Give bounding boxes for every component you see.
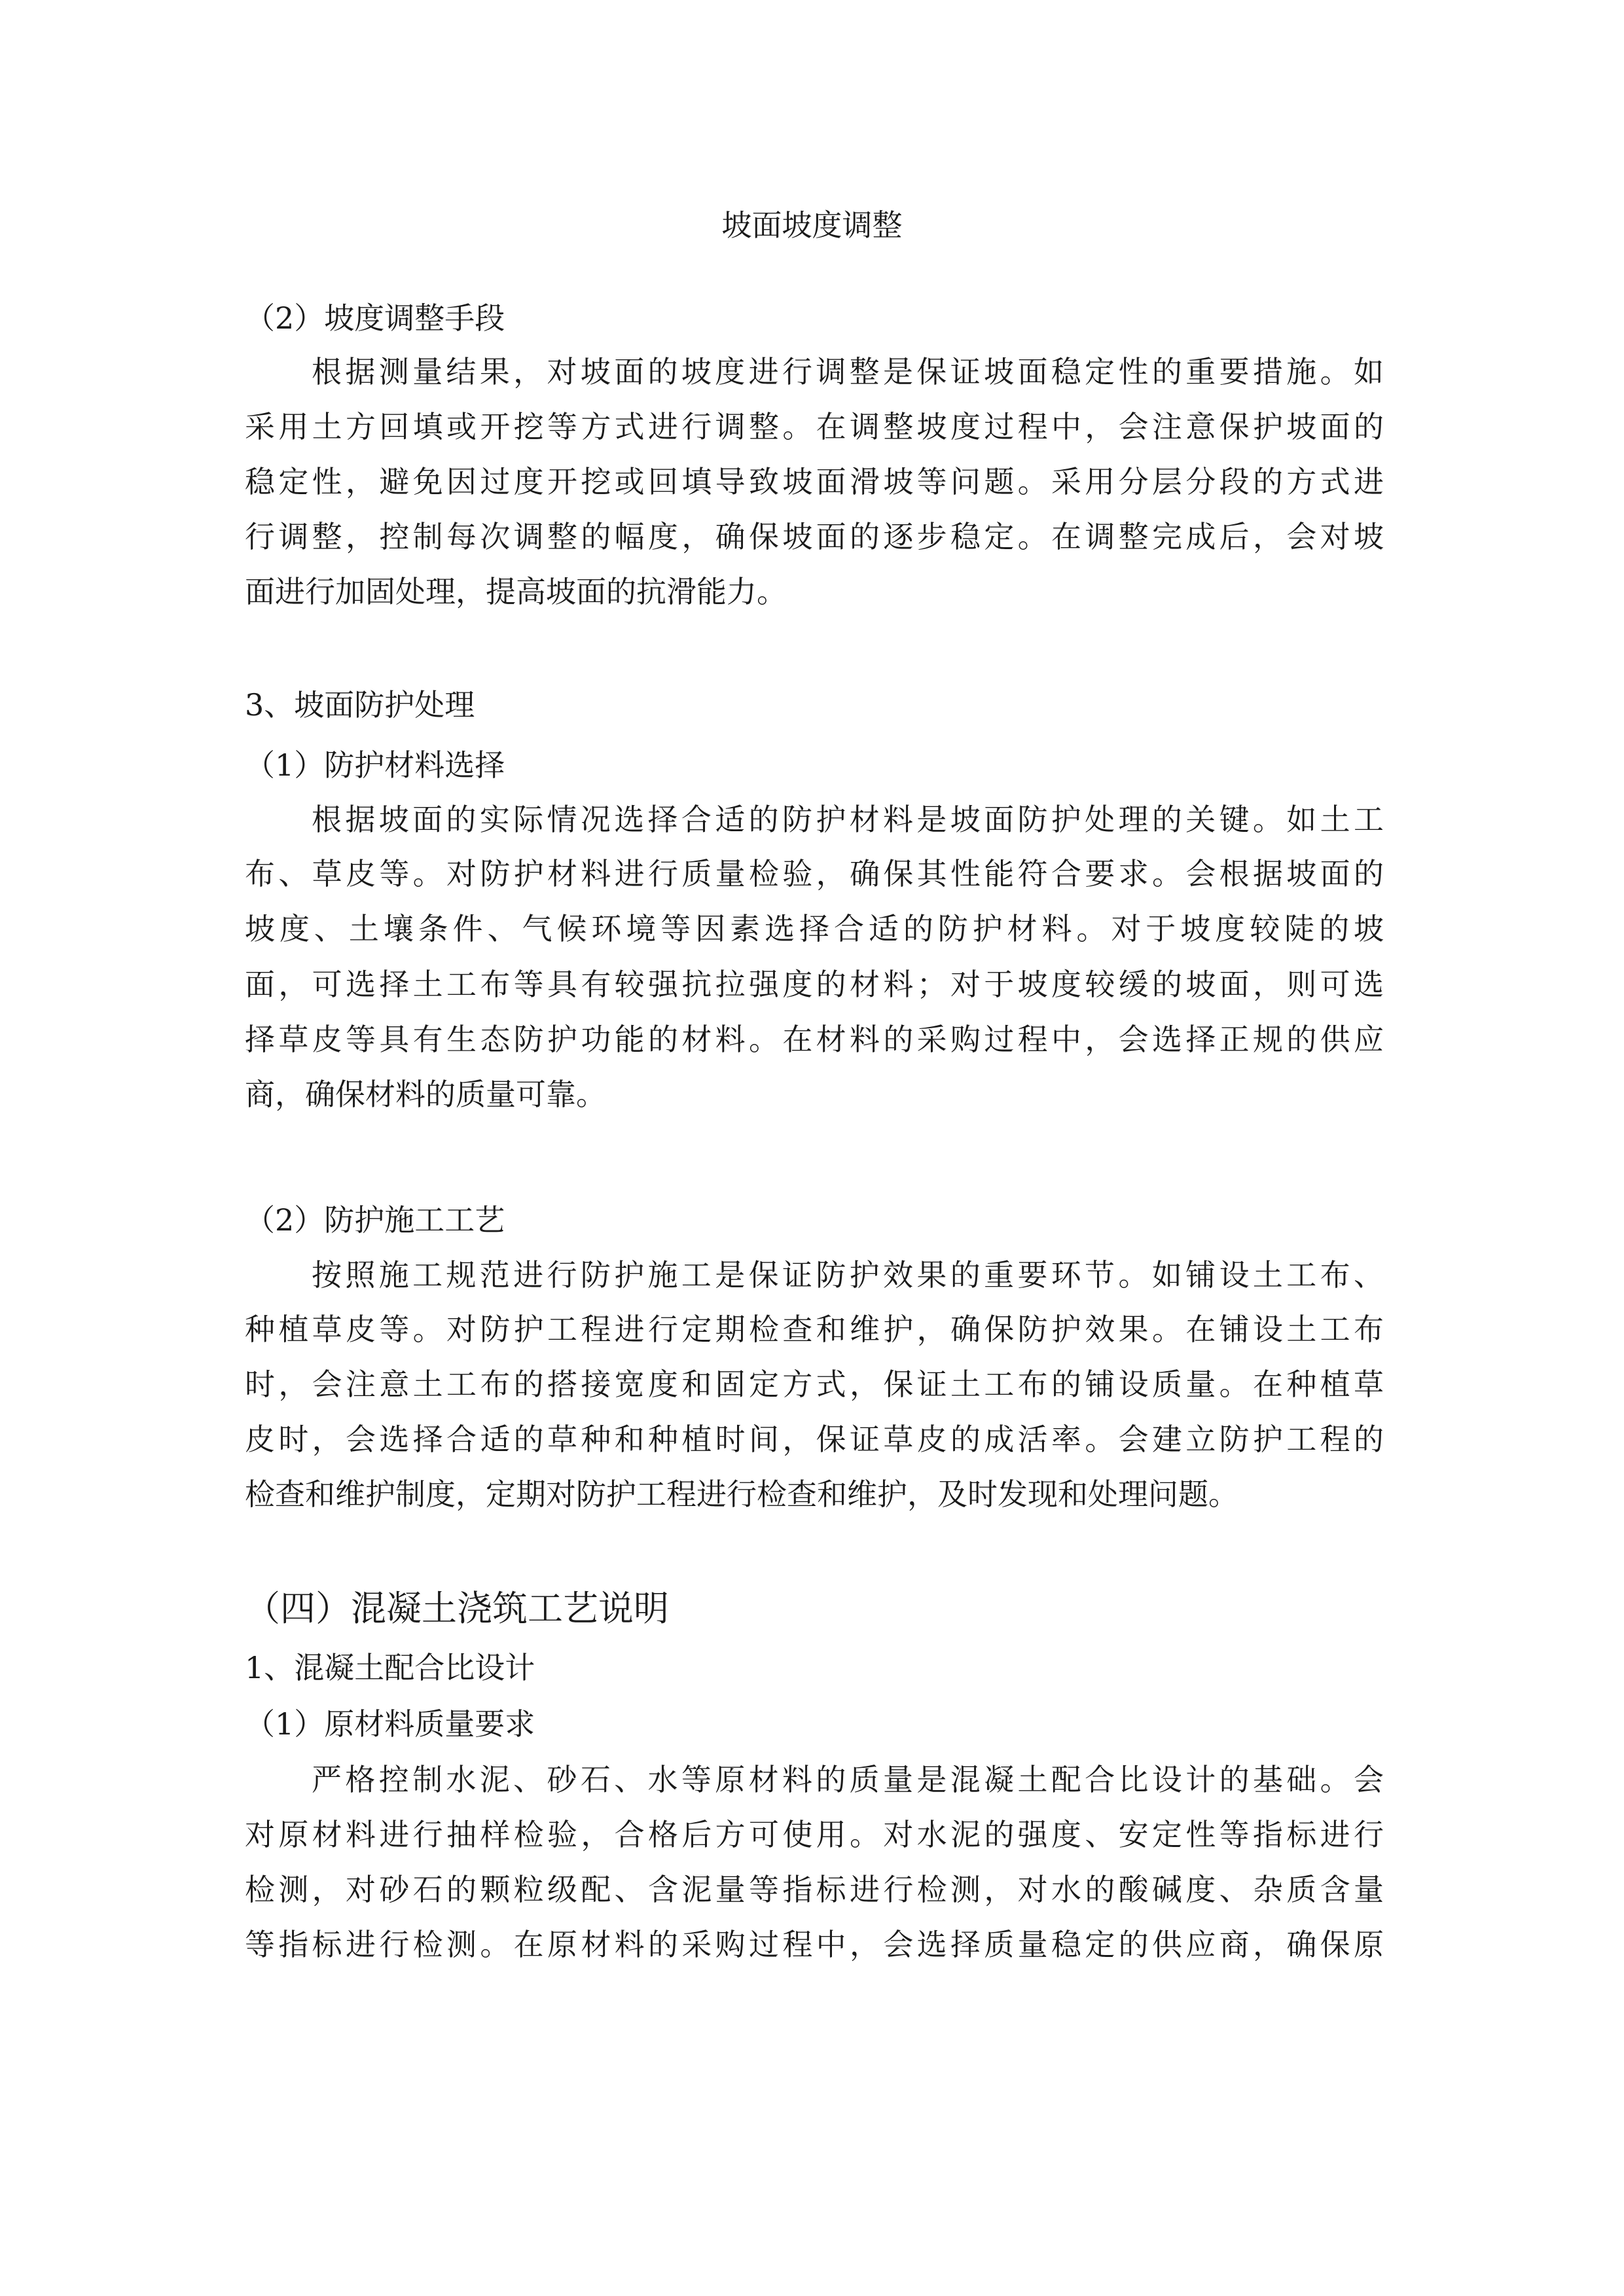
section-heading: 3、坡面防护处理	[245, 687, 475, 723]
paragraph-line: 布、草皮等。对防护材料进行质量检验，确保其性能符合要求。会根据坡面的	[245, 856, 1384, 891]
paragraph-line: 按照施工规范进行防护施工是保证防护效果的重要环节。如铺设土工布、	[312, 1257, 1384, 1293]
paragraph-line: 皮时，会选择合适的草种和种植时间，保证草皮的成活率。会建立防护工程的	[245, 1422, 1384, 1457]
paragraph-line: 择草皮等具有生态防护功能的材料。在材料的采购过程中，会选择正规的供应	[245, 1022, 1384, 1057]
subsection-heading: （1）防护材料选择	[245, 747, 505, 783]
paragraph-line: 根据坡面的实际情况选择合适的防护材料是坡面防护处理的关键。如土工	[312, 802, 1384, 837]
paragraph-line: 稳定性，避免因过度开挖或回填导致坡面滑坡等问题。采用分层分段的方式进	[245, 464, 1384, 499]
paragraph-line: 坡度、土壤条件、气候环境等因素选择合适的防护材料。对于坡度较陡的坡	[245, 911, 1384, 946]
paragraph-line: 采用土方回填或开挖等方式进行调整。在调整坡度过程中，会注意保护坡面的	[245, 409, 1384, 444]
paragraph-line: 等指标进行检测。在原材料的采购过程中，会选择质量稳定的供应商，确保原	[245, 1927, 1384, 1962]
subsection-heading: （2）防护施工工艺	[245, 1202, 505, 1238]
paragraph-line: 严格控制水泥、砂石、水等原材料的质量是混凝土配合比设计的基础。会	[312, 1762, 1384, 1797]
paragraph-line: 种植草皮等。对防护工程进行定期检查和维护，确保防护效果。在铺设土工布	[245, 1312, 1384, 1347]
paragraph-line: 面进行加固处理，提高坡面的抗滑能力。	[245, 574, 787, 609]
paragraph-line: 面，可选择土工布等具有较强抗拉强度的材料；对于坡度较缓的坡面，则可选	[245, 967, 1384, 1002]
paragraph-line: 商，确保材料的质量可靠。	[245, 1077, 606, 1112]
paragraph-line: 检测，对砂石的颗粒级配、含泥量等指标进行检测，对水的酸碱度、杂质含量	[245, 1872, 1384, 1907]
page-title: 坡面坡度调整	[721, 207, 903, 243]
subsection-heading: （1）原材料质量要求	[245, 1706, 535, 1742]
major-section-heading: （四）混凝土浇筑工艺说明	[245, 1588, 669, 1629]
section-heading: 1、混凝土配合比设计	[245, 1650, 535, 1685]
paragraph-line: 时，会注意土工布的搭接宽度和固定方式，保证土工布的铺设质量。在种植草	[245, 1367, 1384, 1402]
paragraph-line: 检查和维护制度，定期对防护工程进行检查和维护，及时发现和处理问题。	[245, 1477, 1238, 1512]
subsection-heading: （2）坡度调整手段	[245, 300, 505, 336]
paragraph-line: 根据测量结果，对坡面的坡度进行调整是保证坡面稳定性的重要措施。如	[312, 354, 1384, 389]
paragraph-line: 行调整，控制每次调整的幅度，确保坡面的逐步稳定。在调整完成后，会对坡	[245, 519, 1384, 554]
paragraph-line: 对原材料进行抽样检验，合格后方可使用。对水泥的强度、安定性等指标进行	[245, 1817, 1384, 1852]
